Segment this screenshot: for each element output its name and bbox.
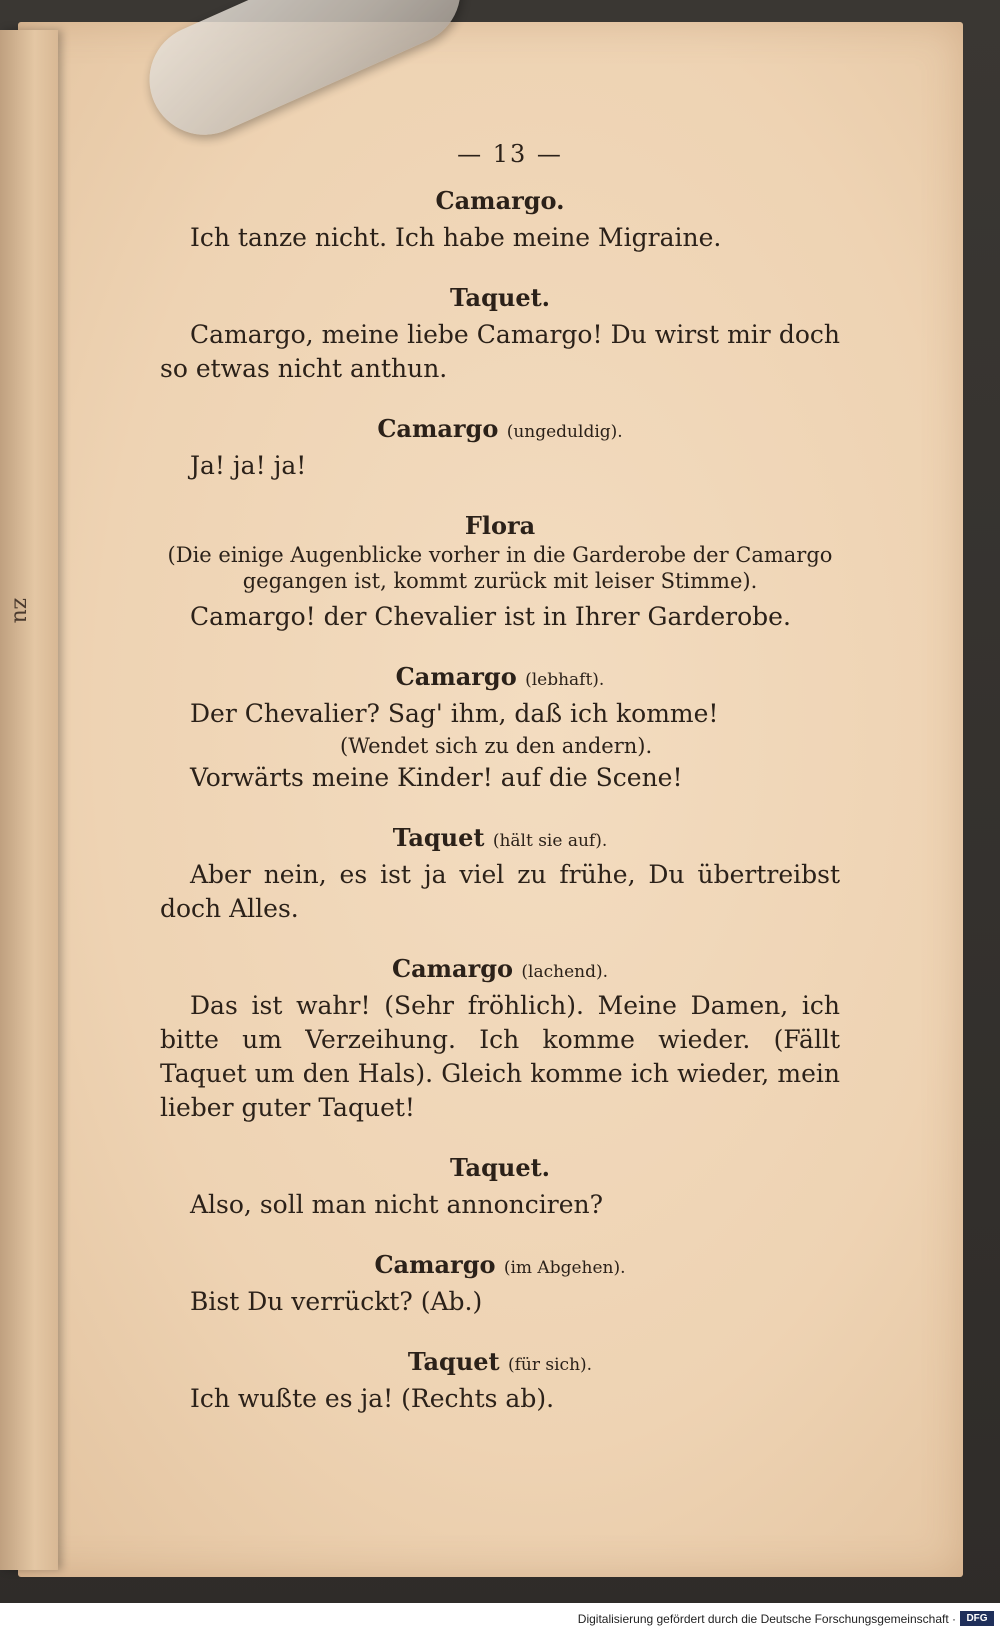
speaker-name: Flora: [464, 511, 536, 540]
speaker-name: Camargo (ungeduldig).: [377, 414, 623, 443]
dialogue-block: [160, 1347, 840, 1416]
left-page-edge: [0, 30, 58, 1570]
speaker-name: Camargo (lebhaft).: [395, 662, 605, 691]
speaker-name: Taquet.: [449, 1153, 551, 1182]
dialogue-block: [160, 823, 840, 926]
dialogue-block: [160, 283, 840, 386]
speaker-name: Camargo (im Abgehen).: [374, 1250, 626, 1279]
dialogue-line: Der Chevalier? Sag' ihm, daß ich komme!: [190, 699, 719, 728]
dialogue-line: Ja! ja! ja!: [190, 451, 307, 480]
speaker-name: Taquet (für sich).: [407, 1347, 593, 1376]
dialogue-block: [160, 1250, 840, 1319]
stage-direction: (Die einige Augenblicke vorher in die Garderobe der Camargo gegangen ist, kommt zurück mit leiser Stimme).: [167, 543, 833, 593]
stage-direction: (Wendet sich zu den andern).: [340, 734, 653, 758]
margin-note: zu: [8, 597, 34, 624]
dfg-logo: DFG: [960, 1611, 994, 1626]
dialogue-line: Ich tanze nicht. Ich habe meine Migraine.: [190, 223, 722, 252]
play-text: [160, 140, 840, 1416]
dialogue-line: Ich wußte es ja! (Rechts ab).: [190, 1384, 555, 1413]
speaker-name: Taquet (hält sie auf).: [392, 823, 608, 852]
dialogue-line: Also, soll man nicht annonciren?: [190, 1190, 604, 1219]
dialogue-line: Aber nein, es ist ja viel zu frühe, Du übertreibst doch Alles.: [160, 860, 840, 923]
dialogue-line: Bist Du verrückt? (Ab.): [190, 1287, 483, 1316]
dialogue-block: [160, 662, 840, 795]
speaker-name: Taquet.: [449, 283, 551, 312]
dialogue-block: [160, 186, 840, 255]
dialogue-block: [160, 1153, 840, 1222]
dialogue-line: Camargo! der Chevalier ist in Ihrer Garderobe.: [190, 602, 791, 631]
footer-bar: [0, 1603, 1000, 1634]
page-number: — 13 —: [457, 140, 563, 168]
dialogue-block: [160, 511, 840, 634]
dialogue-line: Das ist wahr! (Sehr fröhlich). Meine Damen, ich bitte um Verzeihung. Ich komme wieder. (Fällt Taquet um den Hals). Gleich komme ich wieder, mein lieber guter Taquet!: [160, 991, 840, 1122]
dialogue-line: Camargo, meine liebe Camargo! Du wirst mir doch so etwas nicht anthun.: [160, 320, 840, 383]
dialogue-block: [160, 414, 840, 483]
funding-notice: Digitalisierung gefördert durch die Deutsche Forschungsgemeinschaft ·: [577, 1612, 956, 1626]
dialogue-block: [160, 954, 840, 1125]
speaker-name: Camargo.: [435, 186, 565, 215]
dialogue-line: Vorwärts meine Kinder! auf die Scene!: [190, 763, 683, 792]
speaker-name: Camargo (lachend).: [392, 954, 608, 983]
